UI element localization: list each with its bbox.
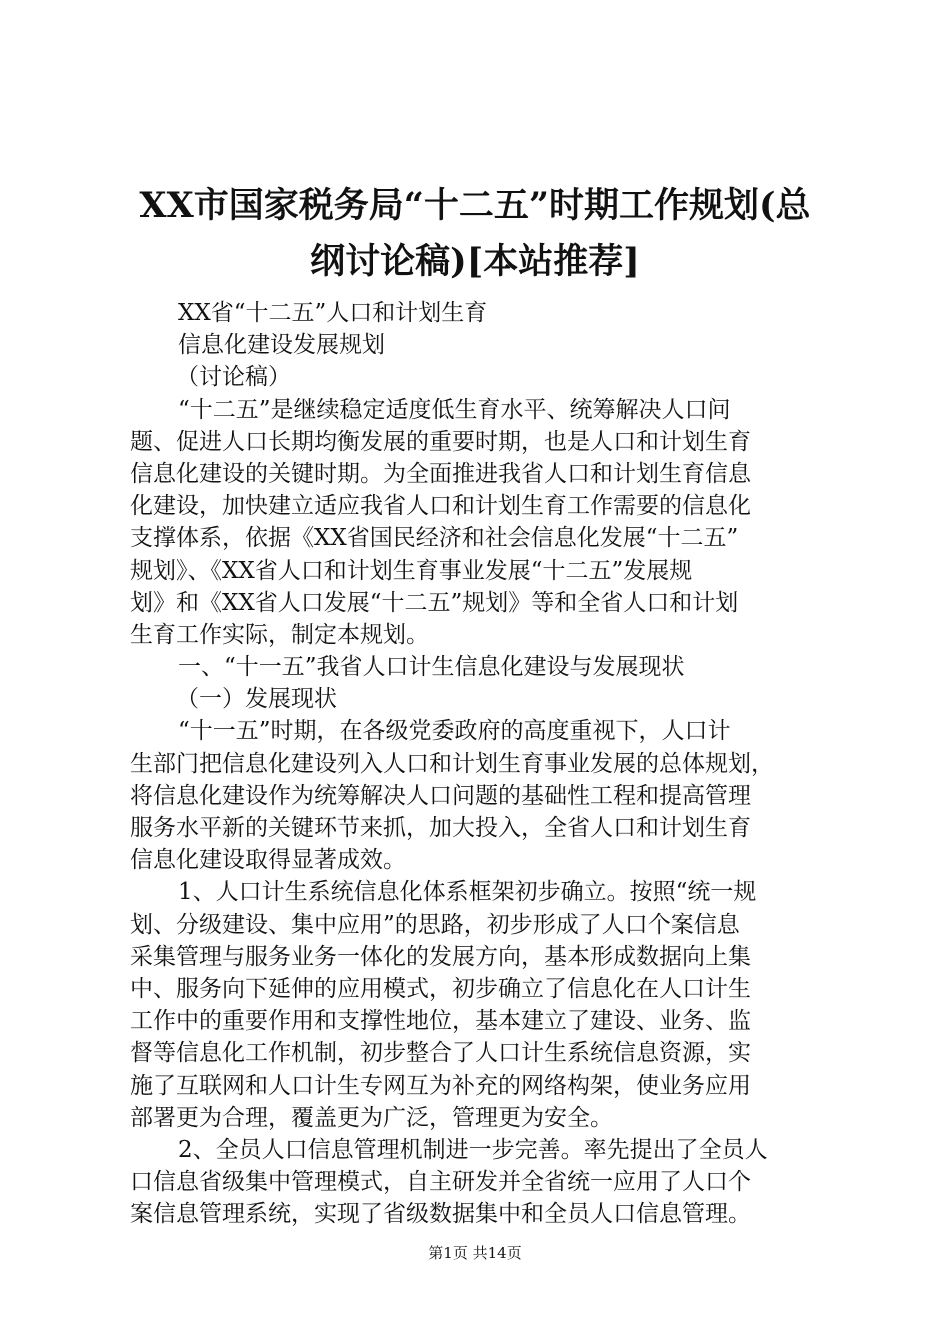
paragraph-line: 施了互联网和人口计生专网互为补充的网络构架，使业务应用	[130, 1072, 751, 1099]
paragraph-line: 信息化建设的关键时期。为全面推进我省人口和计划生育信息	[130, 460, 751, 487]
paragraph-line: “十一五”时期，在各级党委政府的高度重视下，人口计	[178, 718, 731, 745]
paragraph-line: 将信息化建设作为统筹解决人口问题的基础性工程和提高管理	[130, 782, 751, 809]
paragraph-line: 划、分级建设、集中应用”的思路，初步形成了人口个案信息	[130, 911, 740, 938]
paragraph-line: 案信息管理系统，实现了省级数据集中和全员人口信息管理。	[130, 1201, 751, 1228]
paragraph-line: 中、服务向下延伸的应用模式，初步确立了信息化在人口计生	[130, 975, 751, 1002]
paragraph-line: 采集管理与服务业务一体化的发展方向，基本形成数据向上集	[130, 943, 751, 970]
paragraph-line: 支撑体系，依据《XX省国民经济和社会信息化发展“十二五”	[130, 525, 739, 552]
section-heading: 一、“十一五”我省人口计生信息化建设与发展现状	[178, 654, 685, 681]
paragraph-line: 化建设，加快建立适应我省人口和计划生育工作需要的信息化	[130, 493, 751, 520]
paragraph-line: 督等信息化工作机制，初步整合了人口计生系统信息资源，实	[130, 1040, 751, 1067]
subtitle-draft-note: （讨论稿）	[176, 364, 291, 391]
paragraph-line: 2、全员人口信息管理机制进一步完善。率先提出了全员人	[178, 1136, 768, 1163]
paragraph-line: “十二五”是继续稳定适度低生育水平、统筹解决人口问	[178, 396, 731, 423]
paragraph-line: 生育工作实际，制定本规划。	[130, 621, 429, 648]
paragraph-line: 1、人口计生系统信息化体系框架初步确立。按照“统一规	[178, 879, 757, 906]
paragraph-line: 信息化建设取得显著成效。	[130, 847, 406, 874]
paragraph-line: 口信息省级集中管理模式，自主研发并全省统一应用了人口个	[130, 1169, 751, 1196]
title-line-1: XX市国家税务局“十二五”时期工作规划(总	[139, 185, 811, 226]
paragraph-line: 部署更为合理，覆盖更为广泛，管理更为安全。	[130, 1104, 613, 1131]
subsection-heading: （一）发展现状	[176, 686, 337, 713]
subtitle-line-2: 信息化建设发展规划	[178, 332, 385, 359]
paragraph-line: 题、促进人口长期均衡发展的重要时期，也是人口和计划生育	[130, 428, 751, 455]
paragraph-line: 工作中的重要作用和支撑性地位，基本建立了建设、业务、监	[130, 1008, 751, 1035]
paragraph-line: 生部门把信息化建设列入人口和计划生育事业发展的总体规划，	[130, 750, 774, 777]
paragraph-line: 划》和《XX省人口发展“十二五”规划》等和全省人口和计划	[130, 589, 739, 616]
document-title	[100, 178, 850, 290]
subtitle-line-1: XX省“十二五”人口和计划生育	[178, 300, 488, 326]
page-footer: 第1页 共14页	[428, 1244, 522, 1262]
document-body	[130, 297, 830, 1230]
paragraph-line: 规划》、《XX省人口和计划生育事业发展“十二五”发展规	[130, 557, 693, 584]
paragraph-line: 服务水平新的关键环节来抓，加大投入，全省人口和计划生育	[130, 815, 751, 841]
title-line-2: 纲讨论稿)[本站推荐]	[310, 241, 640, 282]
